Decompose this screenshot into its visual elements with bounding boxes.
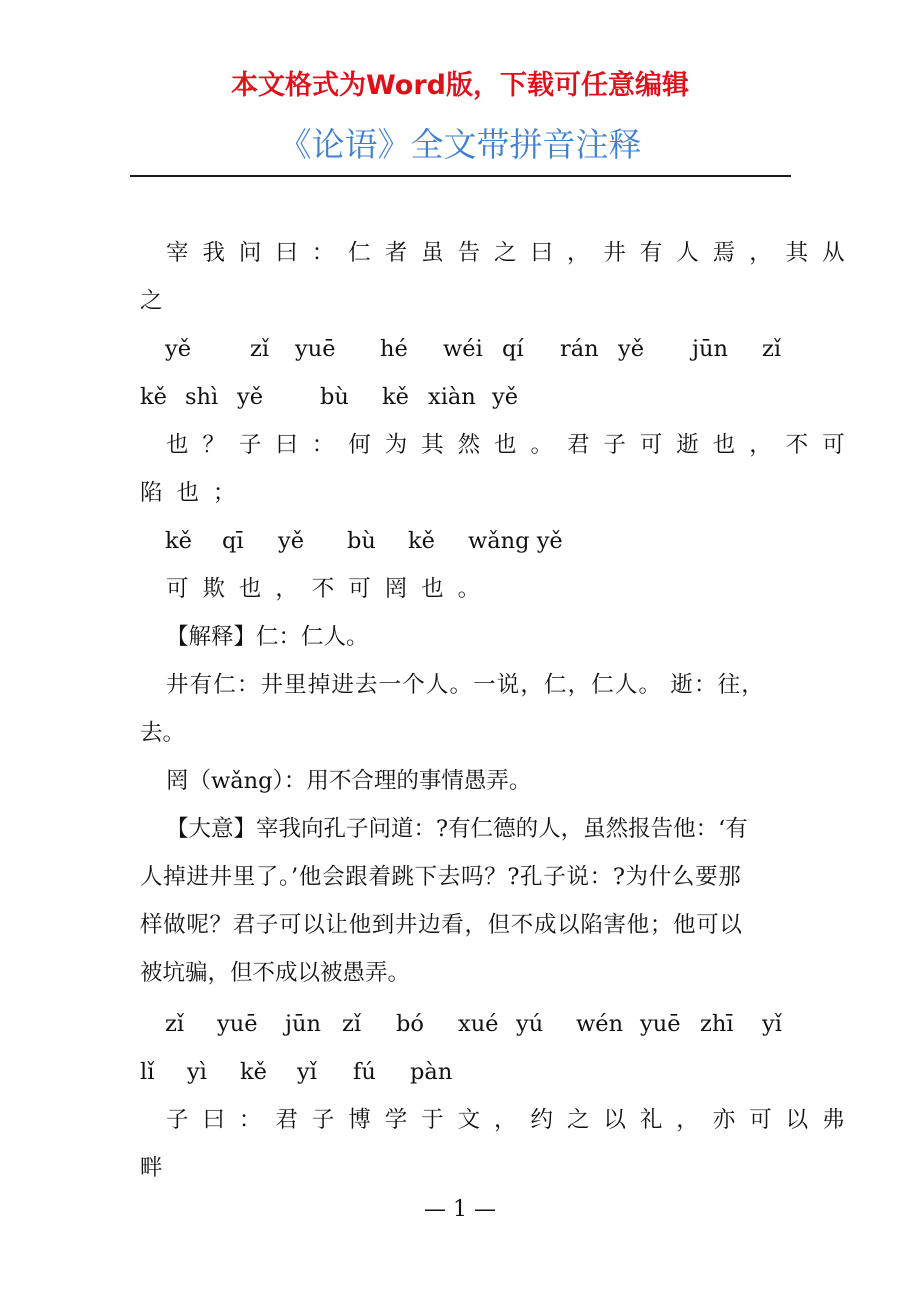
meaning-line: 被坑骗，但不成以被愚弄。 (140, 960, 411, 986)
title-divider (130, 175, 791, 177)
meaning-line: 【大意】宰我向孔子问道：?有仁德的人，虽然报告他：‘有 (166, 816, 748, 842)
note-line: 罔（wǎng）：用不合理的事情愚弄。 (166, 768, 532, 794)
meaning-line: 样做呢？君子可以让他到井边看，但不成以陷害他；他可以 (140, 912, 743, 938)
text-line: 畔 (140, 1155, 163, 1181)
note-line: 【解释】仁：仁人。 (166, 624, 369, 650)
pinyin-syllable: zǐ (250, 336, 270, 362)
pinyin-syllable: bù (347, 528, 376, 554)
pinyin-syllable: yuē (217, 1011, 258, 1037)
pinyin-syllable: yě (165, 336, 192, 362)
text-line: 子曰：君子博学于文，约之以礼，亦可以弗 (166, 1107, 859, 1133)
pinyin-syllable: kě (382, 384, 409, 410)
pinyin-syllable: zǐ (165, 1011, 185, 1037)
pinyin-syllable: zǐ (762, 336, 782, 362)
pinyin-syllable: kě (240, 1059, 267, 1085)
format-notice: 本文格式为Word版，下载可任意编辑 (230, 70, 689, 101)
note-line: 去。 (140, 720, 186, 746)
text-line: 可欺也，不可罔也。 (166, 576, 495, 602)
pinyin-syllable: fú (353, 1059, 376, 1085)
document-title: 《论语》全文带拼音注释 (278, 125, 642, 164)
pinyin-syllable: pàn (410, 1059, 453, 1085)
pinyin-syllable: xiàn (428, 384, 476, 410)
pinyin-syllable: jūn (285, 1011, 321, 1037)
pinyin-syllable: shì (185, 384, 219, 410)
pinyin-syllable: lǐ (140, 1059, 155, 1085)
text-line: 也？子曰：何为其然也。君子可逝也，不可 (166, 432, 859, 458)
pinyin-syllable: yǐ (297, 1059, 317, 1085)
pinyin-syllable: hé (380, 336, 408, 362)
pinyin-syllable: wǎng yě (468, 528, 563, 554)
pinyin-syllable: kě (165, 528, 192, 554)
pinyin-syllable: yě (278, 528, 305, 554)
pinyin-syllable: yǐ (762, 1011, 782, 1037)
pinyin-syllable: kě (408, 528, 435, 554)
pinyin-syllable: rán (560, 336, 599, 362)
pinyin-syllable: yě (492, 384, 519, 410)
pinyin-syllable: yě (237, 384, 264, 410)
page-number: — 1 — (424, 1197, 496, 1222)
text-line: 宰我问曰：仁者虽告之曰，井有人焉，其从 (166, 240, 859, 266)
pinyin-syllable: yì (187, 1059, 207, 1085)
pinyin-syllable: bó (396, 1011, 424, 1037)
pinyin-syllable: yě (618, 336, 645, 362)
pinyin-syllable: qí (502, 336, 524, 362)
pinyin-syllable: zǐ (342, 1011, 362, 1037)
meaning-line: 人掉进井里了。’他会跟着跳下去吗？?孔子说：?为什么要那 (140, 864, 742, 890)
pinyin-syllable: yú (516, 1011, 544, 1037)
pinyin-syllable: yuē (640, 1011, 681, 1037)
note-line: 井有仁：井里掉进去一个人。一说，仁，仁人。 逝：往， (166, 672, 765, 698)
pinyin-syllable: xué (458, 1011, 499, 1037)
pinyin-syllable: wéi (443, 336, 483, 362)
pinyin-syllable: zhī (700, 1011, 734, 1037)
pinyin-syllable: yuē (295, 336, 336, 362)
pinyin-syllable: jūn (692, 336, 728, 362)
pinyin-syllable: qī (222, 528, 244, 554)
pinyin-syllable: kě (140, 384, 167, 410)
pinyin-syllable: bù (320, 384, 349, 410)
text-line: 之 (140, 288, 177, 314)
text-line: 陷也； (140, 480, 250, 506)
pinyin-syllable: wén (576, 1011, 624, 1037)
